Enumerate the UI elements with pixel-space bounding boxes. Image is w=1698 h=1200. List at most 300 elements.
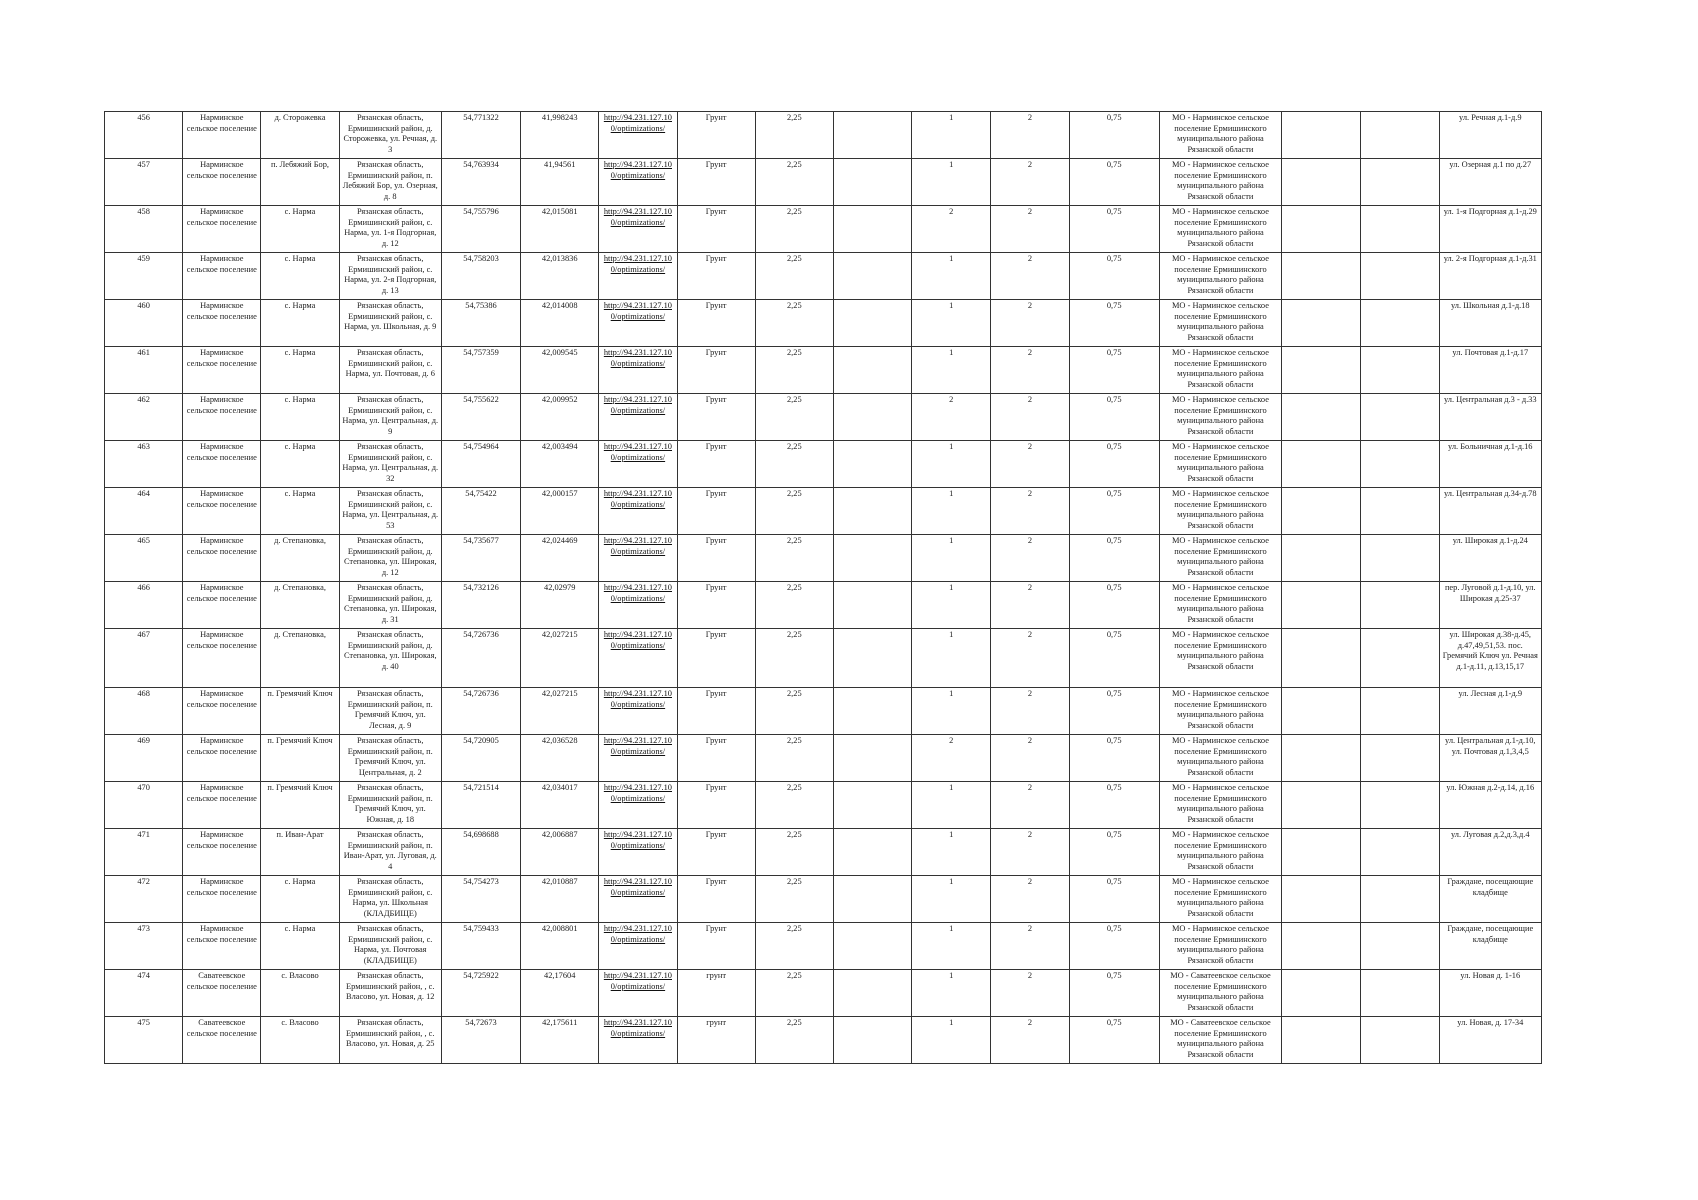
link-cell bbox=[599, 735, 677, 782]
empty-cell bbox=[1361, 782, 1439, 829]
owner-cell: МО - Нарминское сельское поселение Ермишинского муниципального района Рязанской области bbox=[1159, 923, 1281, 970]
row-number: 472 bbox=[105, 876, 183, 923]
waste-sources-cell: ул. Лесная д.1-д.9 bbox=[1439, 688, 1541, 735]
table-row bbox=[105, 582, 1542, 629]
settlement-cell: Нарминское сельское поселение bbox=[183, 829, 261, 876]
surface-cell: Грунт bbox=[677, 112, 755, 159]
settlement-cell: Нарминское сельское поселение bbox=[183, 582, 261, 629]
optimizations-link[interactable]: http://94.231.127.10 0/optimizations/ bbox=[603, 924, 672, 944]
empty-cell bbox=[833, 688, 911, 735]
owner-cell: МО - Нарминское сельское поселение Ермишинского муниципального района Рязанской области bbox=[1159, 206, 1281, 253]
optimizations-link[interactable]: http://94.231.127.10 0/optimizations/ bbox=[603, 489, 672, 509]
link-cell bbox=[599, 923, 677, 970]
row-number: 475 bbox=[105, 1017, 183, 1064]
settlement-cell: Нарминское сельское поселение bbox=[183, 488, 261, 535]
empty-cell bbox=[1361, 300, 1439, 347]
count-cell: 2 bbox=[991, 159, 1069, 206]
waste-sources-cell: ул. 2-я Подгорная д.1-д.31 bbox=[1439, 253, 1541, 300]
empty-cell bbox=[833, 876, 911, 923]
longitude-cell: 42,009952 bbox=[521, 394, 599, 441]
waste-sources-cell: ул. Речная д.1-д.9 bbox=[1439, 112, 1541, 159]
volume-cell: 0,75 bbox=[1069, 394, 1159, 441]
optimizations-link[interactable]: http://94.231.127.10 0/optimizations/ bbox=[603, 971, 672, 991]
empty-cell bbox=[1361, 441, 1439, 488]
volume-cell: 0,75 bbox=[1069, 688, 1159, 735]
surface-cell: грунт bbox=[677, 1017, 755, 1064]
empty-cell bbox=[833, 394, 911, 441]
empty-cell bbox=[1282, 876, 1361, 923]
link-cell bbox=[599, 300, 677, 347]
table-row bbox=[105, 206, 1542, 253]
empty-cell bbox=[833, 159, 911, 206]
empty-cell bbox=[1282, 535, 1361, 582]
waste-sources-cell: Граждане, посещающие кладбище bbox=[1439, 876, 1541, 923]
optimizations-link[interactable]: http://94.231.127.10 0/optimizations/ bbox=[603, 877, 672, 897]
table-row bbox=[105, 782, 1542, 829]
surface-cell: Грунт bbox=[677, 206, 755, 253]
surface-cell: Грунт bbox=[677, 688, 755, 735]
table-row bbox=[105, 876, 1542, 923]
owner-cell: МО - Нарминское сельское поселение Ермишинского муниципального района Рязанской области bbox=[1159, 112, 1281, 159]
optimizations-link[interactable]: http://94.231.127.10 0/optimizations/ bbox=[603, 630, 672, 650]
volume-cell: 0,75 bbox=[1069, 970, 1159, 1017]
locality-cell: с. Нарма bbox=[261, 206, 339, 253]
row-number: 467 bbox=[105, 629, 183, 688]
row-number: 460 bbox=[105, 300, 183, 347]
optimizations-link[interactable]: http://94.231.127.10 0/optimizations/ bbox=[603, 536, 672, 556]
optimizations-link[interactable]: http://94.231.127.10 0/optimizations/ bbox=[603, 348, 672, 368]
locality-cell: с. Нарма bbox=[261, 253, 339, 300]
waste-sources-cell: ул. Луговая д.2,д.3,д.4 bbox=[1439, 829, 1541, 876]
locality-cell: с. Нарма bbox=[261, 394, 339, 441]
latitude-cell: 54,754273 bbox=[441, 876, 520, 923]
link-cell bbox=[599, 829, 677, 876]
container-count-cell: 1 bbox=[912, 688, 991, 735]
optimizations-link[interactable]: http://94.231.127.10 0/optimizations/ bbox=[603, 207, 672, 227]
owner-cell: МО - Нарминское сельское поселение Ермишинского муниципального района Рязанской области bbox=[1159, 829, 1281, 876]
surface-cell: грунт bbox=[677, 970, 755, 1017]
owner-cell: МО - Нарминское сельское поселение Ермишинского муниципального района Рязанской области bbox=[1159, 300, 1281, 347]
area-cell: 2,25 bbox=[755, 159, 833, 206]
optimizations-link[interactable]: http://94.231.127.10 0/optimizations/ bbox=[603, 254, 672, 274]
table-row bbox=[105, 829, 1542, 876]
container-count-cell: 1 bbox=[912, 629, 991, 688]
address-cell: Рязанская область, Ермишинский район, с. Нарма, ул. Школьная (КЛАДБИЩЕ) bbox=[339, 876, 441, 923]
locality-cell: д. Степановка, bbox=[261, 535, 339, 582]
row-number: 459 bbox=[105, 253, 183, 300]
row-number: 466 bbox=[105, 582, 183, 629]
longitude-cell: 42,008801 bbox=[521, 923, 599, 970]
link-cell bbox=[599, 441, 677, 488]
longitude-cell: 41,94561 bbox=[521, 159, 599, 206]
waste-sources-cell: пер. Луговой д.1-д.10, ул. Широкая д.25-37 bbox=[1439, 582, 1541, 629]
empty-cell bbox=[1282, 159, 1361, 206]
empty-cell bbox=[1361, 347, 1439, 394]
volume-cell: 0,75 bbox=[1069, 441, 1159, 488]
empty-cell bbox=[833, 923, 911, 970]
volume-cell: 0,75 bbox=[1069, 488, 1159, 535]
empty-cell bbox=[1282, 441, 1361, 488]
row-number: 456 bbox=[105, 112, 183, 159]
empty-cell bbox=[1282, 782, 1361, 829]
link-cell bbox=[599, 253, 677, 300]
container-count-cell: 2 bbox=[912, 735, 991, 782]
area-cell: 2,25 bbox=[755, 688, 833, 735]
empty-cell bbox=[833, 206, 911, 253]
latitude-cell: 54,757359 bbox=[441, 347, 520, 394]
empty-cell bbox=[833, 535, 911, 582]
table-row bbox=[105, 253, 1542, 300]
optimizations-link[interactable]: http://94.231.127.10 0/optimizations/ bbox=[603, 583, 672, 603]
link-cell bbox=[599, 112, 677, 159]
settlement-cell: Нарминское сельское поселение bbox=[183, 300, 261, 347]
longitude-cell: 42,034017 bbox=[521, 782, 599, 829]
link-cell bbox=[599, 347, 677, 394]
container-count-cell: 1 bbox=[912, 159, 991, 206]
address-cell: Рязанская область, Ермишинский район, п. Иван-Арат, ул. Луговая, д. 4 bbox=[339, 829, 441, 876]
area-cell: 2,25 bbox=[755, 300, 833, 347]
latitude-cell: 54,72673 bbox=[441, 1017, 520, 1064]
latitude-cell: 54,75386 bbox=[441, 300, 520, 347]
area-cell: 2,25 bbox=[755, 253, 833, 300]
owner-cell: МО - Нарминское сельское поселение Ермишинского муниципального района Рязанской области bbox=[1159, 253, 1281, 300]
locality-cell: с. Нарма bbox=[261, 876, 339, 923]
area-cell: 2,25 bbox=[755, 112, 833, 159]
surface-cell: Грунт bbox=[677, 488, 755, 535]
owner-cell: МО - Нарминское сельское поселение Ермишинского муниципального района Рязанской области bbox=[1159, 535, 1281, 582]
owner-cell: МО - Нарминское сельское поселение Ермишинского муниципального района Рязанской области bbox=[1159, 394, 1281, 441]
latitude-cell: 54,720905 bbox=[441, 735, 520, 782]
surface-cell: Грунт bbox=[677, 394, 755, 441]
container-count-cell: 1 bbox=[912, 923, 991, 970]
longitude-cell: 42,000157 bbox=[521, 488, 599, 535]
longitude-cell: 42,010887 bbox=[521, 876, 599, 923]
empty-cell bbox=[1282, 394, 1361, 441]
empty-cell bbox=[1361, 1017, 1439, 1064]
empty-cell bbox=[1282, 829, 1361, 876]
empty-cell bbox=[833, 441, 911, 488]
locality-cell: с. Нарма bbox=[261, 923, 339, 970]
link-cell bbox=[599, 688, 677, 735]
container-count-cell: 1 bbox=[912, 112, 991, 159]
table-row bbox=[105, 394, 1542, 441]
address-cell: Рязанская область, Ермишинский район, п. Гремячий Ключ, ул. Центральная, д. 2 bbox=[339, 735, 441, 782]
count-cell: 2 bbox=[991, 206, 1069, 253]
count-cell: 2 bbox=[991, 253, 1069, 300]
count-cell: 2 bbox=[991, 488, 1069, 535]
longitude-cell: 42,003494 bbox=[521, 441, 599, 488]
empty-cell bbox=[1361, 159, 1439, 206]
container-count-cell: 1 bbox=[912, 441, 991, 488]
longitude-cell: 42,036528 bbox=[521, 735, 599, 782]
count-cell: 2 bbox=[991, 535, 1069, 582]
empty-cell bbox=[1282, 629, 1361, 688]
optimizations-link[interactable]: http://94.231.127.10 0/optimizations/ bbox=[603, 301, 672, 321]
volume-cell: 0,75 bbox=[1069, 159, 1159, 206]
empty-cell bbox=[833, 629, 911, 688]
optimizations-link[interactable]: http://94.231.127.10 0/optimizations/ bbox=[603, 1018, 672, 1038]
locality-cell: п. Гремячий Ключ bbox=[261, 688, 339, 735]
waste-sources-cell: Граждане, посещающие кладбище bbox=[1439, 923, 1541, 970]
table-row bbox=[105, 535, 1542, 582]
address-cell: Рязанская область, Ермишинский район, с. Нарма, ул. Почтовая, д. 6 bbox=[339, 347, 441, 394]
volume-cell: 0,75 bbox=[1069, 876, 1159, 923]
optimizations-link[interactable]: http://94.231.127.10 0/optimizations/ bbox=[603, 783, 672, 803]
empty-cell bbox=[1282, 347, 1361, 394]
settlement-cell: Нарминское сельское поселение bbox=[183, 394, 261, 441]
empty-cell bbox=[1282, 488, 1361, 535]
surface-cell: Грунт bbox=[677, 535, 755, 582]
longitude-cell: 42,02979 bbox=[521, 582, 599, 629]
count-cell: 2 bbox=[991, 582, 1069, 629]
area-cell: 2,25 bbox=[755, 829, 833, 876]
latitude-cell: 54,759433 bbox=[441, 923, 520, 970]
link-cell bbox=[599, 970, 677, 1017]
table-row bbox=[105, 347, 1542, 394]
area-cell: 2,25 bbox=[755, 347, 833, 394]
table-row bbox=[105, 688, 1542, 735]
count-cell: 2 bbox=[991, 876, 1069, 923]
settlement-cell: Нарминское сельское поселение bbox=[183, 535, 261, 582]
empty-cell bbox=[1282, 735, 1361, 782]
address-cell: Рязанская область, Ермишинский район, д. Сторожевка, ул. Речная, д. 3 bbox=[339, 112, 441, 159]
area-cell: 2,25 bbox=[755, 923, 833, 970]
link-cell bbox=[599, 535, 677, 582]
longitude-cell: 41,998243 bbox=[521, 112, 599, 159]
waste-sources-cell: ул. Центральная д.3 - д.33 bbox=[1439, 394, 1541, 441]
empty-cell bbox=[833, 970, 911, 1017]
latitude-cell: 54,75422 bbox=[441, 488, 520, 535]
volume-cell: 0,75 bbox=[1069, 347, 1159, 394]
optimizations-link[interactable]: http://94.231.127.10 0/optimizations/ bbox=[603, 830, 672, 850]
address-cell: Рязанская область, Ермишинский район, , с. Власово, ул. Новая, д. 25 bbox=[339, 1017, 441, 1064]
empty-cell bbox=[833, 300, 911, 347]
optimizations-link[interactable]: http://94.231.127.10 0/optimizations/ bbox=[603, 442, 672, 462]
area-cell: 2,25 bbox=[755, 970, 833, 1017]
waste-sources-cell: ул. Почтовая д.1-д.17 bbox=[1439, 347, 1541, 394]
address-cell: Рязанская область, Ермишинский район, с. Нарма, ул. Центральная, д. 53 bbox=[339, 488, 441, 535]
surface-cell: Грунт bbox=[677, 735, 755, 782]
latitude-cell: 54,698688 bbox=[441, 829, 520, 876]
empty-cell bbox=[1361, 876, 1439, 923]
address-cell: Рязанская область, Ермишинский район, д. Степановка, ул. Широкая, д. 31 bbox=[339, 582, 441, 629]
empty-cell bbox=[1361, 970, 1439, 1017]
volume-cell: 0,75 bbox=[1069, 300, 1159, 347]
settlement-cell: Нарминское сельское поселение bbox=[183, 876, 261, 923]
empty-cell bbox=[833, 253, 911, 300]
table-row bbox=[105, 735, 1542, 782]
link-cell bbox=[599, 876, 677, 923]
empty-cell bbox=[1282, 300, 1361, 347]
container-count-cell: 1 bbox=[912, 488, 991, 535]
document-sheet bbox=[104, 111, 1542, 1064]
count-cell: 2 bbox=[991, 347, 1069, 394]
settlement-cell: Нарминское сельское поселение bbox=[183, 735, 261, 782]
link-cell bbox=[599, 629, 677, 688]
empty-cell bbox=[1282, 253, 1361, 300]
empty-cell bbox=[833, 735, 911, 782]
empty-cell bbox=[833, 582, 911, 629]
longitude-cell: 42,015081 bbox=[521, 206, 599, 253]
area-cell: 2,25 bbox=[755, 582, 833, 629]
empty-cell bbox=[1361, 582, 1439, 629]
empty-cell bbox=[1282, 112, 1361, 159]
waste-sources-cell: ул. Новая д. 1-16 bbox=[1439, 970, 1541, 1017]
link-cell bbox=[599, 582, 677, 629]
empty-cell bbox=[1282, 923, 1361, 970]
longitude-cell: 42,027215 bbox=[521, 688, 599, 735]
settlement-cell: Нарминское сельское поселение bbox=[183, 253, 261, 300]
link-cell bbox=[599, 394, 677, 441]
row-number: 469 bbox=[105, 735, 183, 782]
count-cell: 2 bbox=[991, 688, 1069, 735]
empty-cell bbox=[833, 347, 911, 394]
address-cell: Рязанская область, Ермишинский район, п. Гремячий Ключ, ул. Южная, д. 18 bbox=[339, 782, 441, 829]
volume-cell: 0,75 bbox=[1069, 1017, 1159, 1064]
latitude-cell: 54,771322 bbox=[441, 112, 520, 159]
longitude-cell: 42,175611 bbox=[521, 1017, 599, 1064]
empty-cell bbox=[1282, 582, 1361, 629]
optimizations-link[interactable]: http://94.231.127.10 0/optimizations/ bbox=[603, 113, 672, 133]
empty-cell bbox=[1282, 688, 1361, 735]
address-cell: Рязанская область, Ермишинский район, п. Гремячий Ключ, ул. Лесная, д. 9 bbox=[339, 688, 441, 735]
optimizations-link[interactable]: http://94.231.127.10 0/optimizations/ bbox=[603, 160, 672, 180]
locality-cell: с. Власово bbox=[261, 1017, 339, 1064]
latitude-cell: 54,725922 bbox=[441, 970, 520, 1017]
count-cell: 2 bbox=[991, 970, 1069, 1017]
latitude-cell: 54,754964 bbox=[441, 441, 520, 488]
owner-cell: МО - Нарминское сельское поселение Ермишинского муниципального района Рязанской области bbox=[1159, 347, 1281, 394]
empty-cell bbox=[1361, 629, 1439, 688]
container-count-cell: 1 bbox=[912, 1017, 991, 1064]
row-number: 470 bbox=[105, 782, 183, 829]
settlement-cell: Нарминское сельское поселение bbox=[183, 159, 261, 206]
empty-cell bbox=[1282, 970, 1361, 1017]
waste-sources-cell: ул. Центральная д.1-д.10, ул. Почтовая д.1,3,4,5 bbox=[1439, 735, 1541, 782]
settlement-cell: Нарминское сельское поселение bbox=[183, 347, 261, 394]
owner-cell: МО - Нарминское сельское поселение Ермишинского муниципального района Рязанской области bbox=[1159, 688, 1281, 735]
waste-sources-cell: ул. 1-я Подгорная д.1-д.29 bbox=[1439, 206, 1541, 253]
settlement-cell: Нарминское сельское поселение bbox=[183, 441, 261, 488]
area-cell: 2,25 bbox=[755, 394, 833, 441]
area-cell: 2,25 bbox=[755, 1017, 833, 1064]
address-cell: Рязанская область, Ермишинский район, с. Нарма, ул. 2-я Подгорная, д. 13 bbox=[339, 253, 441, 300]
latitude-cell: 54,721514 bbox=[441, 782, 520, 829]
count-cell: 2 bbox=[991, 441, 1069, 488]
address-cell: Рязанская область, Ермишинский район, п. Лебяжий Бор, ул. Озерная, д. 8 bbox=[339, 159, 441, 206]
row-number: 462 bbox=[105, 394, 183, 441]
empty-cell bbox=[833, 829, 911, 876]
volume-cell: 0,75 bbox=[1069, 535, 1159, 582]
count-cell: 2 bbox=[991, 112, 1069, 159]
container-count-cell: 1 bbox=[912, 582, 991, 629]
empty-cell bbox=[1361, 394, 1439, 441]
empty-cell bbox=[1361, 253, 1439, 300]
area-cell: 2,25 bbox=[755, 488, 833, 535]
volume-cell: 0,75 bbox=[1069, 782, 1159, 829]
address-cell: Рязанская область, Ермишинский район, д. Степановка, ул. Широкая, д. 12 bbox=[339, 535, 441, 582]
container-count-cell: 2 bbox=[912, 394, 991, 441]
owner-cell: МО - Нарминское сельское поселение Ермишинского муниципального района Рязанской области bbox=[1159, 441, 1281, 488]
waste-sources-cell: ул. Центральная д.34-д.78 bbox=[1439, 488, 1541, 535]
empty-cell bbox=[1282, 1017, 1361, 1064]
latitude-cell: 54,763934 bbox=[441, 159, 520, 206]
area-cell: 2,25 bbox=[755, 535, 833, 582]
locality-cell: с. Власово bbox=[261, 970, 339, 1017]
count-cell: 2 bbox=[991, 1017, 1069, 1064]
count-cell: 2 bbox=[991, 829, 1069, 876]
owner-cell: МО - Нарминское сельское поселение Ермишинского муниципального района Рязанской области bbox=[1159, 159, 1281, 206]
latitude-cell: 54,732126 bbox=[441, 582, 520, 629]
container-count-cell: 1 bbox=[912, 535, 991, 582]
latitude-cell: 54,758203 bbox=[441, 253, 520, 300]
count-cell: 2 bbox=[991, 735, 1069, 782]
owner-cell: МО - Саватеевское сельское поселение Ермишинского муниципального района Рязанской области bbox=[1159, 1017, 1281, 1064]
row-number: 461 bbox=[105, 347, 183, 394]
settlement-cell: Нарминское сельское поселение bbox=[183, 923, 261, 970]
volume-cell: 0,75 bbox=[1069, 829, 1159, 876]
area-cell: 2,25 bbox=[755, 782, 833, 829]
locality-cell: с. Нарма bbox=[261, 300, 339, 347]
owner-cell: МО - Нарминское сельское поселение Ермишинского муниципального района Рязанской области bbox=[1159, 876, 1281, 923]
optimizations-link[interactable]: http://94.231.127.10 0/optimizations/ bbox=[603, 395, 672, 415]
empty-cell bbox=[1361, 488, 1439, 535]
container-count-cell: 1 bbox=[912, 970, 991, 1017]
settlement-cell: Нарминское сельское поселение bbox=[183, 112, 261, 159]
latitude-cell: 54,755796 bbox=[441, 206, 520, 253]
settlement-cell: Саватеевское сельское поселение bbox=[183, 1017, 261, 1064]
surface-cell: Грунт bbox=[677, 923, 755, 970]
container-count-cell: 1 bbox=[912, 876, 991, 923]
empty-cell bbox=[1282, 206, 1361, 253]
longitude-cell: 42,013836 bbox=[521, 253, 599, 300]
owner-cell: МО - Нарминское сельское поселение Ермишинского муниципального района Рязанской области bbox=[1159, 782, 1281, 829]
surface-cell: Грунт bbox=[677, 629, 755, 688]
optimizations-link[interactable]: http://94.231.127.10 0/optimizations/ bbox=[603, 736, 672, 756]
link-cell bbox=[599, 1017, 677, 1064]
row-number: 468 bbox=[105, 688, 183, 735]
locality-cell: п. Гремячий Ключ bbox=[261, 782, 339, 829]
empty-cell bbox=[1361, 829, 1439, 876]
settlement-cell: Нарминское сельское поселение bbox=[183, 688, 261, 735]
table-row bbox=[105, 629, 1542, 688]
area-cell: 2,25 bbox=[755, 735, 833, 782]
empty-cell bbox=[833, 112, 911, 159]
row-number: 463 bbox=[105, 441, 183, 488]
empty-cell bbox=[1361, 112, 1439, 159]
count-cell: 2 bbox=[991, 782, 1069, 829]
waste-sources-cell: ул. Школьная д.1-д.18 bbox=[1439, 300, 1541, 347]
row-number: 473 bbox=[105, 923, 183, 970]
latitude-cell: 54,755622 bbox=[441, 394, 520, 441]
longitude-cell: 42,006887 bbox=[521, 829, 599, 876]
surface-cell: Грунт bbox=[677, 159, 755, 206]
longitude-cell: 42,17604 bbox=[521, 970, 599, 1017]
area-cell: 2,25 bbox=[755, 629, 833, 688]
owner-cell: МО - Нарминское сельское поселение Ермишинского муниципального района Рязанской области bbox=[1159, 735, 1281, 782]
waste-sources-cell: ул. Озерная д.1 по д.27 bbox=[1439, 159, 1541, 206]
surface-cell: Грунт bbox=[677, 829, 755, 876]
optimizations-link[interactable]: http://94.231.127.10 0/optimizations/ bbox=[603, 689, 672, 709]
owner-cell: МО - Нарминское сельское поселение Ермишинского муниципального района Рязанской области bbox=[1159, 629, 1281, 688]
count-cell: 2 bbox=[991, 629, 1069, 688]
locality-cell: д. Сторожевка bbox=[261, 112, 339, 159]
container-count-cell: 1 bbox=[912, 829, 991, 876]
address-cell: Рязанская область, Ермишинский район, , с. Власово, ул. Новая, д. 12 bbox=[339, 970, 441, 1017]
address-cell: Рязанская область, Ермишинский район, с. Нарма, ул. Центральная, д. 32 bbox=[339, 441, 441, 488]
volume-cell: 0,75 bbox=[1069, 582, 1159, 629]
owner-cell: МО - Нарминское сельское поселение Ермишинского муниципального района Рязанской области bbox=[1159, 582, 1281, 629]
